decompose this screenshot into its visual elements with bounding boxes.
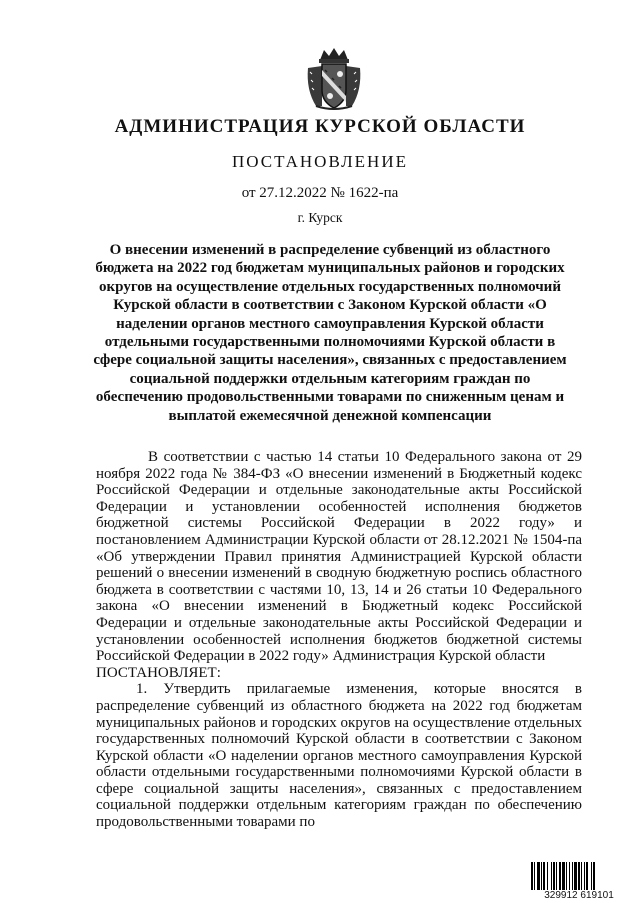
document-body [96,449,582,831]
organization-name: АДМИНИСТРАЦИЯ КУРСКОЙ ОБЛАСТИ [114,116,526,137]
city-name: г. Курск [297,210,343,225]
item-1-paragraph: 1. Утвердить прилагаемые изменения, которые вносятся в распределение субвенций из областного бюджета на 2022 год бюджетам муниципальных районов и городских округов на осуществление отдельных государственных полномочий Курской области в соответствии с Законом Курской области «О наделении органов местного самоуправления Курской области отдельными государственными полномочиями Курской области в сфере социальной защиты населения», связанных с предоставлением социальной поддержки отдельным категориям граждан по обеспечению продовольственными товарами по [96,681,582,831]
date-and-number: от 27.12.2022 № 1622-па [241,185,399,201]
barcode-number: 329912 619101 [530,890,628,901]
resolves-text: ПОСТАНОВЛЯЕТ: [96,664,221,681]
preamble-paragraph: В соответствии с частью 14 статьи 10 Федерального закона от 29 ноября 2022 года № 384-ФЗ «О внесении изменений в Бюджетный кодекс Российской Федерации и отдельные законодательные акты Российской Федерации и установлении особенностей исполнения бюджетов бюджетной системы Российской Федерации в 2022 году» и постановлением Администрации Курской области от 28.12.2021 № 1504-па «Об утверждении Правил принятия Администрацией Курской области решений о внесении изменений в сводную бюджетную роспись областного бюджета в соответствии с частями 10, 13, 14 и 26 статьи 10 Федерального закона «О внесении изменений в Бюджетный кодекс Российской Федерации и отдельные законодательные акты Российской Федерации и установлении особенностей исполнения бюджетов бюджетной системы Российской Федерации в 2022 году» Администрация Курской области [96,449,582,665]
document-type: ПОСТАНОВЛЕНИЕ [231,152,408,171]
coat-of-arms-emblem [302,46,366,112]
document-title: О внесении изменений в распределение субвенций из областного бюджета на 2022 год бюджетам муниципальных районов и городских округов на осуществление отдельных государственных полномочий Курской области в соответствии с Законом Курской области «О наделении органов местного самоуправления Курской области отдельными государственными полномочиями Курской области в сфере социальной защиты населения», связанных с предоставлением социальной поддержки отдельным категориям граждан по обеспечению продовольственными товарами по сниженным ценам и выплатой ежемесячной денежной компенсации [93,242,567,424]
